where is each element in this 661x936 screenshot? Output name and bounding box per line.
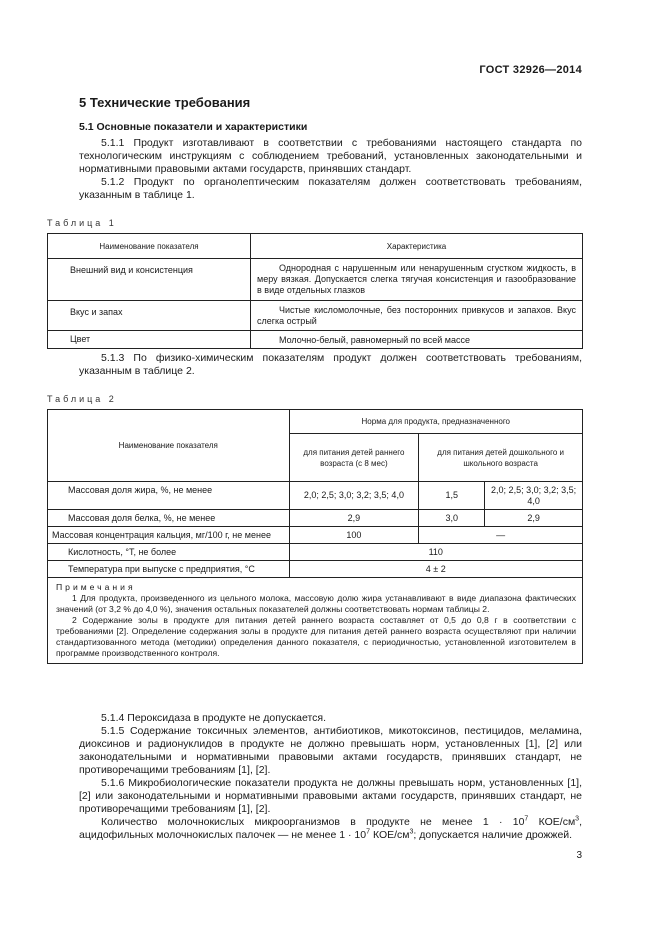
table-row [48, 482, 583, 510]
table2-cell-value: — [419, 527, 583, 544]
table2-cell-value: 2,0; 2,5; 3,0; 3,2; 3,5; 4,0 [289, 482, 419, 510]
table1-cell-value: Однородная с нарушенным или ненарушенным сгустком жидкость, в меру вязкая. Допускается слегка тягучая консистенция и газообразование в виде отдельных глазков [251, 259, 583, 301]
table2-cell-value: 100 [289, 527, 419, 544]
paragraph-5-1-2: 5.1.2 Продукт по органолептическим показателям должен соответствовать требованиям, указанным в таблице 1. [79, 176, 582, 201]
table1-cell-value: Чистые кисломолочные, без посторонних привкусов и запахов. Вкус слегка острый [251, 301, 583, 331]
paragraph-5-1-1: 5.1.1 Продукт изготавливают в соответствии с требованиями настоящего стандарта по технологическим инструкциям с соблюдением требований, установленных законодательными и нормативными правовыми актами государств, принявших стандарт. [79, 137, 582, 175]
table2-cell-value: 4 ± 2 [289, 561, 582, 578]
paragraph-5-1-4: 5.1.4 Пероксидаза в продукте не допускается. [101, 712, 327, 724]
table2-caption: Таблица 2 [47, 394, 117, 404]
table2-cell-value: 2,0; 2,5; 3,0; 3,2; 3,5; 4,0 [485, 482, 583, 510]
table1-cell-value: Молочно-белый, равномерный по всей массе [251, 331, 583, 349]
table2-notes-row [48, 578, 583, 664]
table-row [48, 259, 583, 301]
section-title: 5 Технические требования [79, 95, 251, 110]
table1-caption: Таблица 1 [47, 218, 117, 228]
page-number: 3 [576, 850, 582, 861]
table2-cell-name: Массовая концентрация кальция, мг/100 г, не менее [48, 527, 290, 544]
table2-cell-value: 3,0 [419, 510, 485, 527]
table2-cell-name: Массовая доля жира, %, не менее [48, 482, 290, 510]
table1-cell-name: Вкус и запах [48, 301, 251, 331]
table2-col-group: Норма для продукта, предназначенного [289, 410, 582, 434]
table1-header-row [48, 234, 583, 259]
paragraph-5-1-3: 5.1.3 По физико-химическим показателям продукт должен соответствовать требованиям, указанным в таблице 2. [79, 352, 582, 377]
table2-cell-name: Массовая доля белка, %, не менее [48, 510, 290, 527]
table-row [48, 544, 583, 561]
table-row [48, 561, 583, 578]
table-2 [47, 409, 583, 664]
paragraph-5-1-5: 5.1.5 Содержание токсичных элементов, антибиотиков, микотоксинов, пестицидов, меламина, диоксинов и радионуклидов в продукте не должно превышать норм, установленных [1], [2] или законодательными и нормативными правовыми актами государств, принявших стандарт, не противоречащими требованиям [1], [2]. [79, 725, 582, 776]
table2-col-name: Наименование показателя [48, 410, 290, 482]
table2-cell-name: Кислотность, °Т, не более [48, 544, 290, 561]
table1-cell-name: Внешний вид и консистенция [48, 259, 251, 301]
table-row [48, 510, 583, 527]
table2-notes [48, 578, 583, 664]
standard-header: ГОСТ 32926—2014 [479, 64, 582, 76]
table2-cell-value: 2,9 [289, 510, 419, 527]
table2-col-school-age: для питания детей дошкольного и школьного возраста [419, 434, 583, 482]
table1-col-characteristic: Характеристика [251, 234, 583, 259]
table1-col-name: Наименование показателя [48, 234, 251, 259]
note-2: 2 Содержание золы в продукте для питания детей раннего возраста составляет от 0,5 до 0,8 г в соответствии с требованиями [2]. Определение содержания золы в продукте для питания детей раннего возраста осуществляют при наличии стандартизованного метода (методики) определения данного показателя, с периодичностью, установленной изготовителем в программе производственного контроля. [56, 615, 576, 658]
table-1 [47, 233, 583, 349]
subsection-title: 5.1 Основные показатели и характеристики [79, 121, 308, 133]
notes-title: Примечания [56, 582, 136, 592]
note-1: 1 Для продукта, произведенного из цельного молока, массовую долю жира устанавливают в виде диапазона фактических значений (от 3,2 % до 4,0 %), значения остальных показателей должны соответствовать нормам таблицы 2. [56, 593, 576, 614]
table2-header-row [48, 410, 583, 434]
paragraph-microorganisms: Количество молочнокислых микроорганизмов в продукте не менее $1 \cdot 10^7$ КОЕ/$см^3$, ацидофильных молочнокислых палочек — не менее $1 \cdot 10^7$ КОЕ/$см^3$; допускается наличие дрожжей. [79, 815, 582, 841]
table2-col-early-age: для питания детей раннего возраста (с 8 мес) [289, 434, 419, 482]
table2-cell-name: Температура при выпуске с предприятия, °С [48, 561, 290, 578]
table-row [48, 527, 583, 544]
table1-cell-name: Цвет [48, 331, 251, 349]
table2-cell-value: 2,9 [485, 510, 583, 527]
paragraph-5-1-6: 5.1.6 Микробиологические показатели продукта не должны превышать норм, установленных [1], [2] или законодательными и нормативными правовыми актами государств, принявших стандарт, не противоречащими требованиям [1], [2]. [79, 777, 582, 815]
table2-cell-value: 110 [289, 544, 582, 561]
table-row [48, 301, 583, 331]
table-row [48, 331, 583, 349]
table2-cell-value: 1,5 [419, 482, 485, 510]
